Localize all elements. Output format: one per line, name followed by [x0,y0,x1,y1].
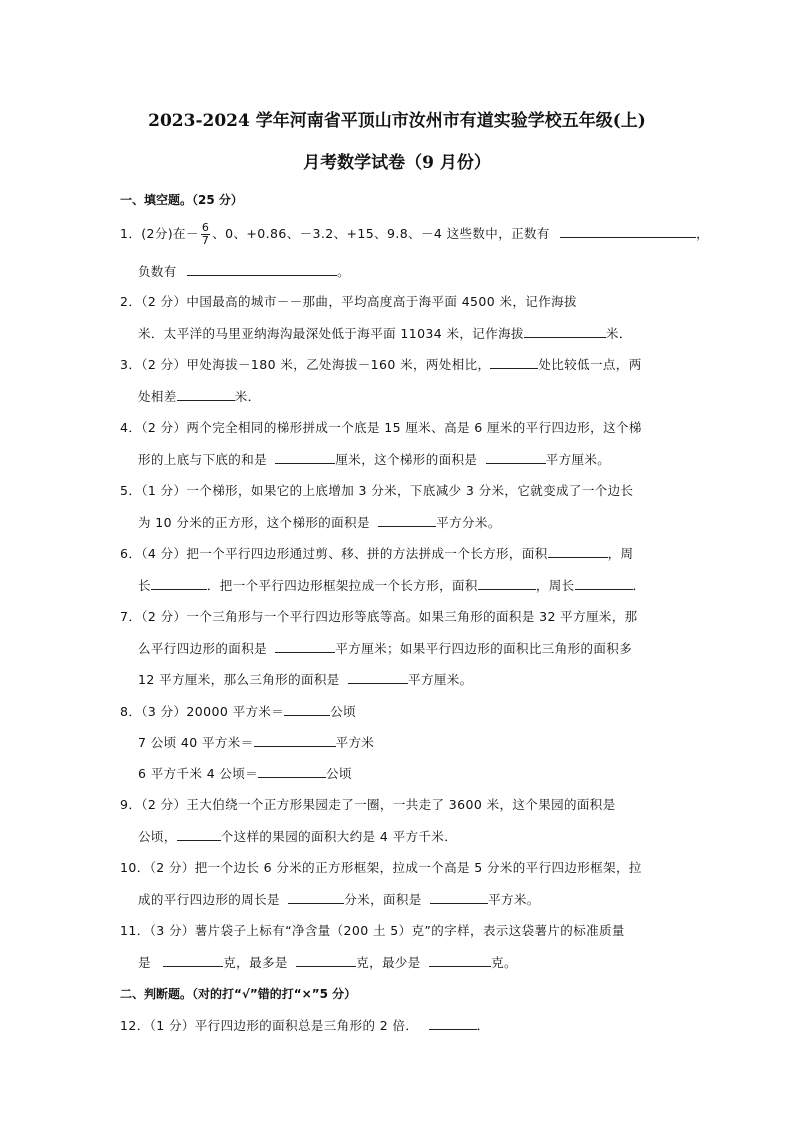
q12-text: 12．（1 分）平行四边形的面积总是三角形的 2 倍． [120,1018,419,1033]
q11-text-line2-mid2: 克，最少是 [356,955,421,970]
answer-blank[interactable] [490,356,538,369]
q10-text-line2: 成的平行四边形的周长是 [138,892,280,907]
answer-blank[interactable] [275,640,335,653]
answer-blank[interactable] [177,828,221,841]
question-9-line1: 9．（2 分）王大伯绕一个正方形果园走了一圈，一共走了 3600 米，这个果园的面积是 [120,797,616,812]
question-8-line1 [120,702,356,720]
q11-text-line2-end: 克。 [491,955,517,970]
question-2-line2 [138,324,632,342]
q7-text-line3: 12 平方厘米，那么三角形的面积是 [138,672,340,687]
answer-blank[interactable] [378,514,436,527]
fraction-six-sevenths [201,222,210,247]
question-7-line2 [138,639,632,657]
q6-text-line2: 长 [138,578,151,593]
answer-blank[interactable] [486,451,546,464]
question-6-line1 [120,544,633,562]
q10-text-line2-mid: 分米，面积是 [344,892,422,907]
q9-text-line2-end: 个这样的果园的面积大约是 4 平方千米． [220,829,458,844]
answer-blank[interactable] [575,577,633,590]
q4-text-end: 平方厘米。 [545,452,611,467]
q12-text-end: ． [476,1018,490,1033]
question-3-line2 [138,387,261,405]
question-2-line1: 2．（2 分）中国最高的城市－－那曲，平均高度高于海平面 4500 米，记作海拔 [120,294,577,309]
answer-blank[interactable] [524,325,606,338]
question-11-line2 [138,953,517,971]
q1-text-comma: ， [696,226,710,241]
q2-text: 米．太平洋的马里亚纳海沟最深处低于海平面 11034 米，记作海拔 [138,326,524,341]
q7-text-line2-end: 平方厘米；如果平行四边形的面积比三角形的面积多 [335,641,633,656]
section-fill-in-heading: 一、填空题。（25 分） [120,193,243,207]
answer-blank[interactable] [430,891,488,904]
q1-text-period: 。 [337,264,350,279]
q2-text-end: 米． [605,326,632,341]
answer-blank[interactable] [296,954,356,967]
q8-unit-square-meter: 平方米 [335,735,375,750]
q3-text: 3．（2 分）甲处海拔－180 米，乙处海拔－160 米，两处相比， [120,357,491,372]
answer-blank[interactable] [560,225,696,238]
question-12-line [120,1016,490,1034]
question-9-line2 [138,827,457,845]
q5-text-end: 平方分米。 [436,515,501,530]
answer-blank[interactable] [429,1017,477,1030]
question-6-line2 [138,576,645,594]
question-11-line1: 11．（3 分）薯片袋子上标有“净含量（200 土 5）克”的字样，表示这袋薯片的标准质量 [120,923,625,938]
q10-text-line2-end: 平方米。 [488,892,540,907]
answer-blank[interactable] [288,891,344,904]
q4-text-mid: 厘米，这个梯形的面积是 [335,452,478,467]
question-8-line3 [138,764,352,782]
question-10-line1: 10．（2 分）把一个边长 6 分米的正方形框架，拉成一个高是 5 分米的平行四边形框架，拉 [120,860,642,875]
q9-text-line2: 公顷， [138,829,177,844]
answer-blank[interactable] [548,545,608,558]
q8-text-line1: 8．（3 分）20000 平方米＝ [120,704,285,719]
q6-text: 6．（4 分）把一个平行四边形通过剪、移、拼的方法拼成一个长方形，面积 [120,546,548,561]
q8-text-line2: 7 公顷 40 平方米＝ [138,735,254,750]
q8-unit-hectare: 公顷 [330,704,356,719]
fraction-denominator: 7 [201,234,210,247]
q6-text-line2-end: ． [632,578,646,593]
exam-title-line2: 月考数学试卷（9 月份） [303,153,491,173]
answer-blank[interactable] [429,954,491,967]
answer-blank[interactable] [348,671,408,684]
answer-blank[interactable] [187,263,337,276]
q8-unit-hectare-2: 公顷 [326,766,352,781]
answer-blank[interactable] [151,577,207,590]
q7-text-line2: 么平行四边形的面积是 [138,641,268,656]
q1-negative-label: 负数有 [138,264,177,279]
q8-text-line3: 6 平方千米 4 公顷＝ [138,766,259,781]
question-1-line2 [138,262,350,280]
q3-text-line2-end: 米． [234,389,261,404]
q7-text-line3-end: 平方厘米。 [408,672,473,687]
answer-blank[interactable] [275,451,335,464]
answer-blank[interactable] [254,734,336,747]
question-10-line2 [138,890,540,908]
q3-text-line2: 处相差 [138,389,177,404]
answer-blank[interactable] [258,765,326,778]
question-1-line1 [120,222,709,247]
q6-text-line2-mid1: ．把一个平行四边形框架拉成一个长方形，面积 [206,578,478,593]
answer-blank[interactable] [163,954,223,967]
section-true-false-heading: 二、判断题。（对的打“√”错的打“×”5 分） [120,987,357,1001]
question-5-line1: 5．（1 分）一个梯形，如果它的上底增加 3 分米，下底减少 3 分米，它就变成了一个边长 [120,483,634,498]
question-7-line1: 7．（2 分）一个三角形与一个平行四边形等底等高。如果三角形的面积是 32 平方厘米，那 [120,609,638,624]
q6-text-end: ，周 [607,546,634,561]
q11-text-line2: 是 [138,955,151,970]
q5-text: 为 10 分米的正方形，这个梯形的面积是 [138,515,370,530]
answer-blank[interactable] [284,703,330,716]
answer-blank[interactable] [478,577,536,590]
exam-title-line1: 2023-2024 学年河南省平顶山市汝州市有道实验学校五年级(上) [148,111,646,131]
question-3-line1 [120,355,642,373]
fraction-numerator: 6 [201,221,210,234]
q3-text-end: 处比较低一点，两 [538,357,642,372]
q6-text-line2-mid2: ，周长 [535,578,575,593]
question-7-line3 [138,670,473,688]
q11-text-line2-mid1: 克，最多是 [223,955,288,970]
q1-text-start: 1．(2分)在－ [120,226,199,241]
question-5-line2 [138,513,501,531]
q1-text-numbers: 、0、+0.86、－3.2、+15、9.8、－4 这些数中，正数有 [212,226,550,241]
answer-blank[interactable] [177,388,235,401]
question-8-line2 [138,733,374,751]
question-4-line2 [138,450,610,468]
question-4-line1: 4．（2 分）两个完全相同的梯形拼成一个底是 15 厘米、高是 6 厘米的平行四边形，这个梯 [120,420,642,435]
q4-text: 形的上底与下底的和是 [138,452,268,467]
